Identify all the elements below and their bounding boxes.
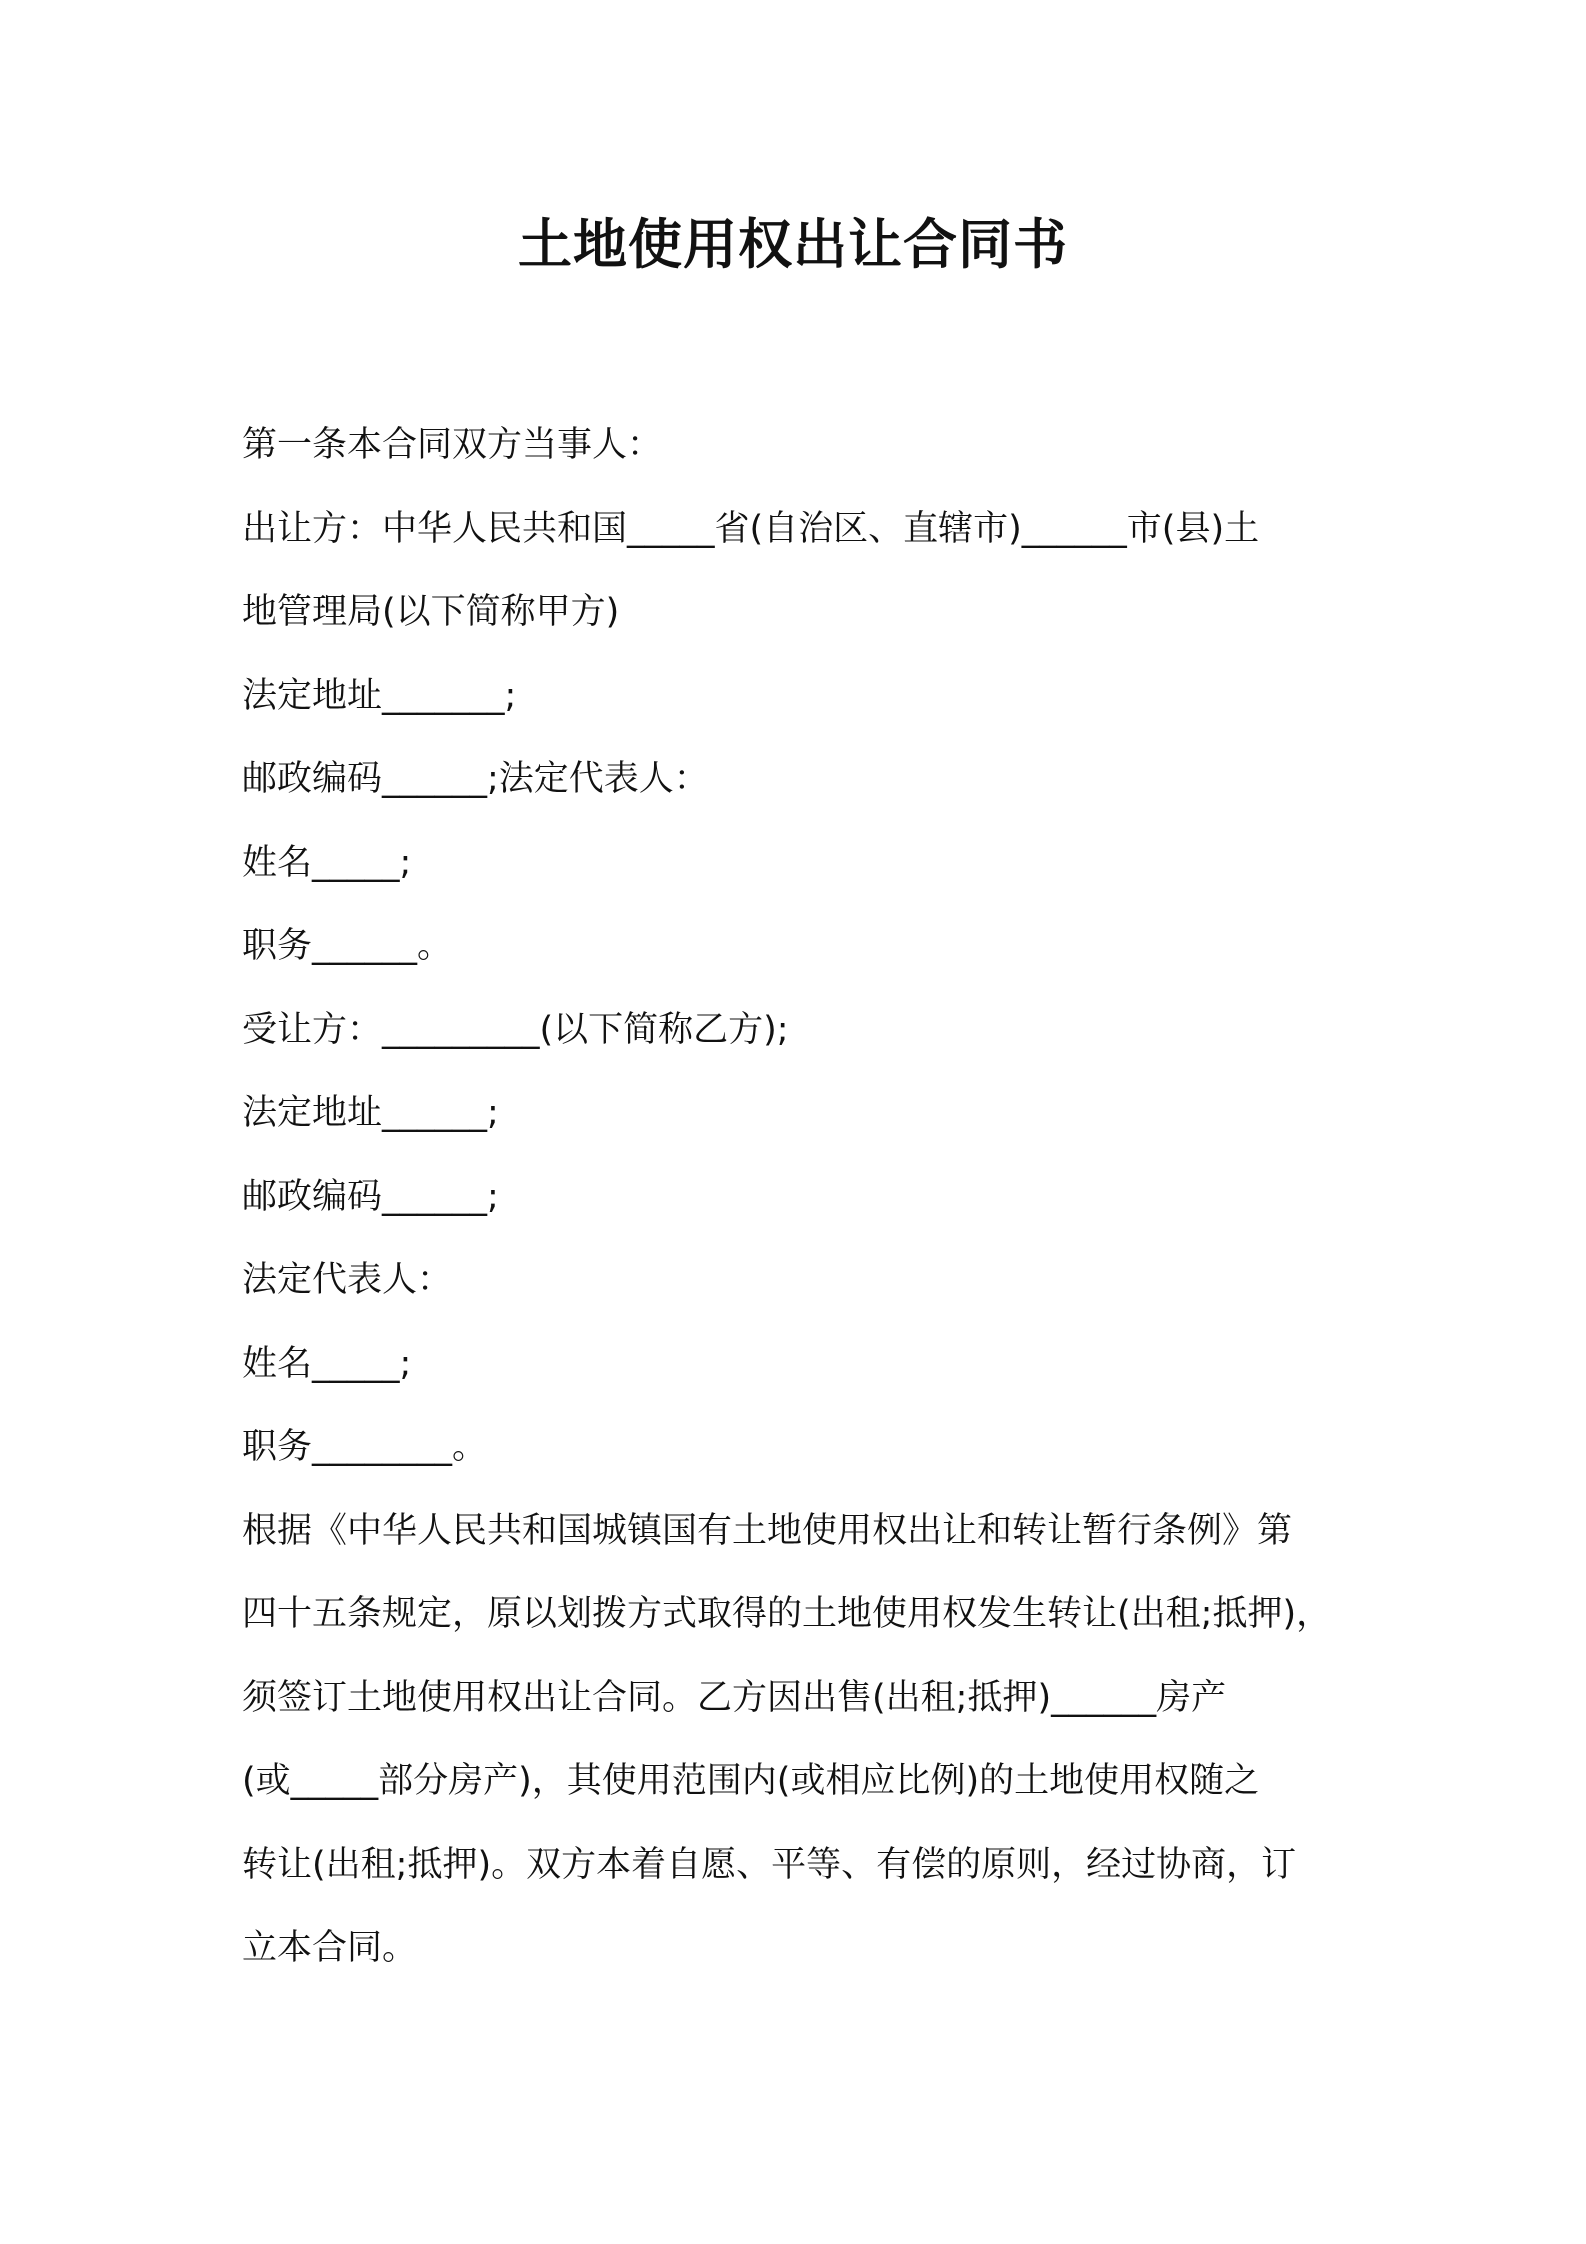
grantee-rep-title: 职务________。: [242, 1427, 488, 1467]
grantor-legal-address: 法定地址_______;: [242, 675, 517, 716]
grantee-line: 受让方：_________(以下简称乙方);: [242, 1009, 789, 1050]
grantor-line-continued: 地管理局(以下简称甲方): [242, 592, 620, 632]
basis-paragraph-line: (或_____部分房产)，其使用范围内(或相应比例)的土地使用权随之: [242, 1761, 1260, 1801]
basis-paragraph-line: 须签订土地使用权出让合同。乙方因出售(出租;抵押)______房产: [242, 1677, 1227, 1718]
grantor-rep-title: 职务______。: [242, 926, 453, 966]
document-title: 土地使用权出让合同书: [518, 213, 1068, 276]
grantee-postal-code: 邮政编码______;: [242, 1176, 499, 1217]
grantee-legal-rep: 法定代表人：: [242, 1260, 453, 1300]
basis-paragraph-line: 转让(出租;抵押)。双方本着自愿、平等、有偿的原则，经过协商，订: [242, 1844, 1297, 1885]
grantee-rep-name: 姓名_____;: [242, 1343, 412, 1384]
grantor-rep-name: 姓名_____;: [242, 842, 412, 883]
basis-paragraph-line: 立本合同。: [242, 1928, 418, 1968]
grantee-legal-address: 法定地址______;: [242, 1093, 499, 1133]
grantor-line: 出让方：中华人民共和国_____省(自治区、直辖市)______市(县)土: [242, 508, 1260, 549]
grantor-postal-code: 邮政编码______;法定代表人：: [242, 759, 709, 799]
article-heading: 第一条本合同双方当事人：: [242, 425, 663, 465]
basis-paragraph-line: 根据《中华人民共和国城镇国有土地使用权出让和转让暂行条例》第: [242, 1510, 1293, 1551]
basis-paragraph-line: 四十五条规定，原以划拨方式取得的土地使用权发生转让(出租;抵押)，: [242, 1594, 1332, 1634]
contract-body: [242, 404, 1372, 1991]
